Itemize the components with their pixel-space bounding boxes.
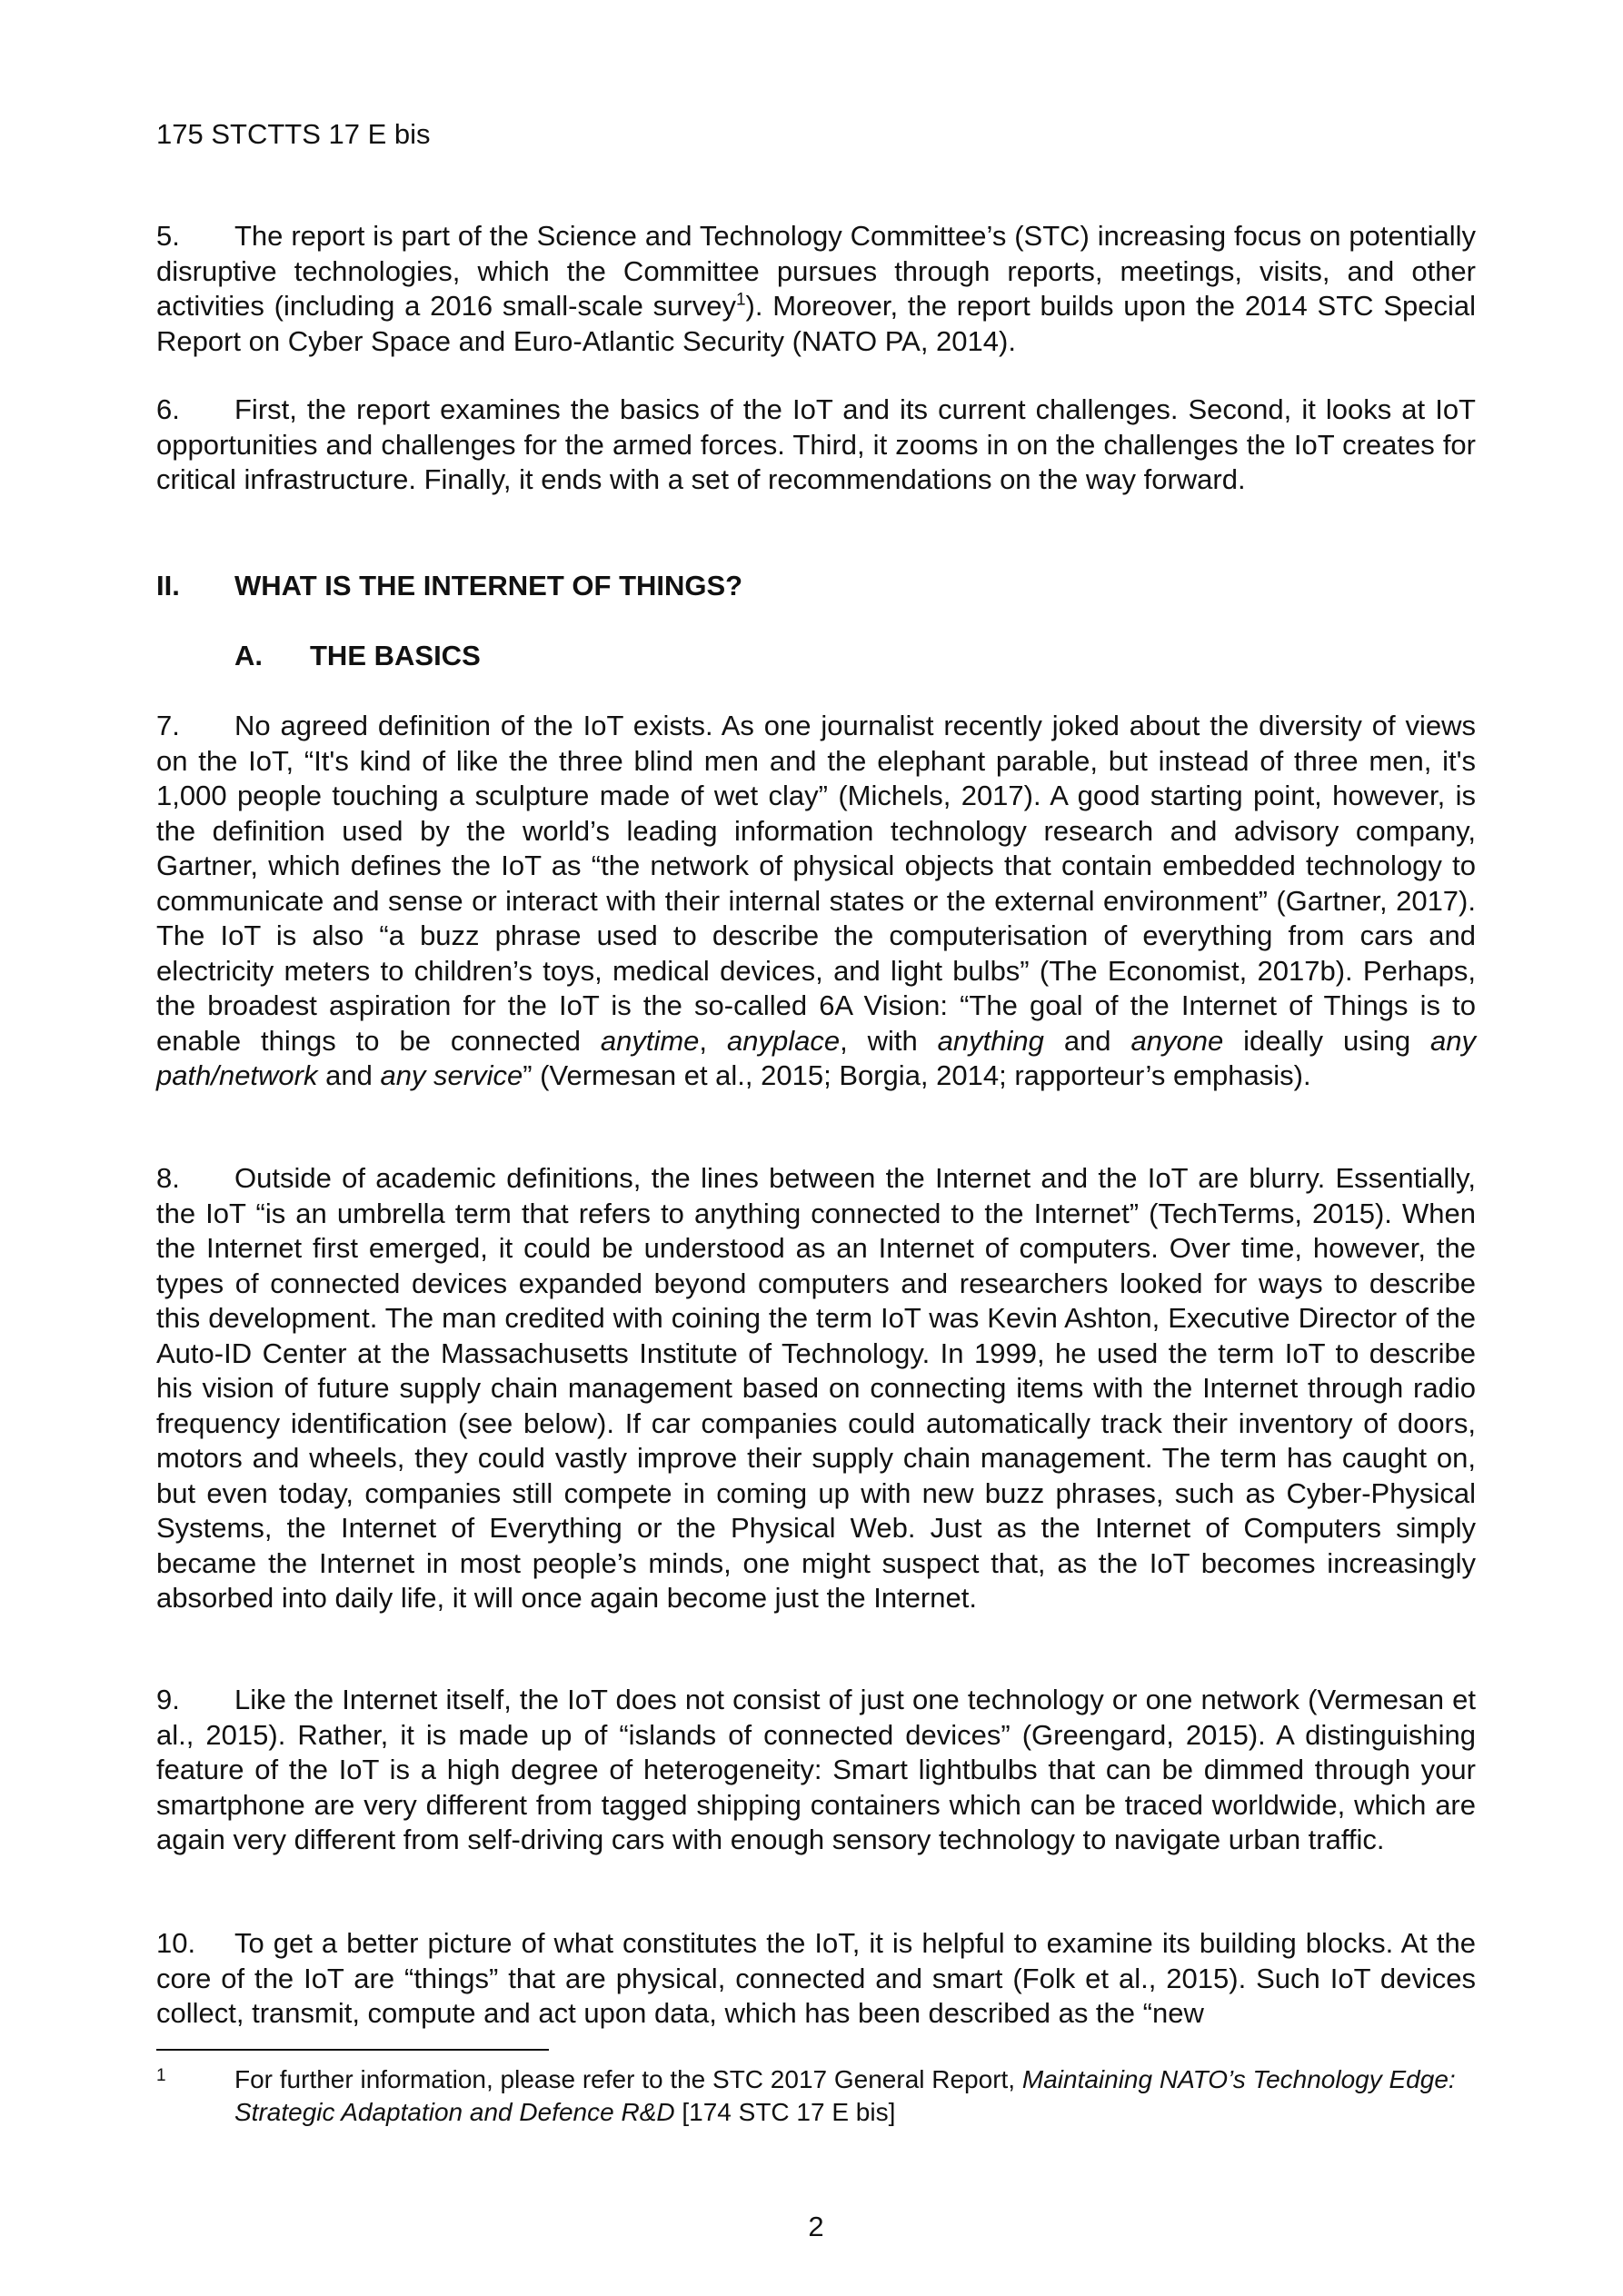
footnote-text-part: For further information, please refer to the STC 2017 General Report, <box>234 2065 1022 2093</box>
section-heading <box>156 570 742 602</box>
paragraph-number: 5. <box>156 220 180 252</box>
subsection-heading <box>234 640 481 672</box>
paragraph-5 <box>156 219 1476 359</box>
paragraph-text: No agreed definition of the IoT exists. As one journalist recently joked about the diversity of views on the IoT, “It's kind of like the three blind men and the elephant parable, but instead of three men, it's 1,000 people touching a sculpture made of wet clay” (Michels, 2017). A good starting point, however, is the definition used by the world’s leading information technology research and advisory company, Gartner, which defines the IoT as “the network of physical objects that contain embedded technology to communicate and sense or interact with their internal states or the external environment” (Gartner, 2017). The IoT is also “a buzz phrase used to describe the computerisation of everything from cars and electricity meters to children’s toys, medical devices, and light bulbs” (The Economist, 2017b). Perhaps, the broadest aspiration for the IoT is the so-called 6A Vision: “The goal of the Internet of Things is to enable things to be connected <box>156 710 1476 1057</box>
paragraph-9 <box>156 1683 1476 1858</box>
page-number: 2 <box>808 2211 824 2242</box>
footnote-text-part: [174 STC 17 E bis] <box>674 2098 896 2126</box>
paragraph-text: Outside of academic definitions, the lines between the Internet and the IoT are blurry. Essentially, the IoT “is an umbrella term that refers to anything connected to the Internet” (TechTerms, 2015). When the Internet first emerged, it could be understood as an Internet of computers. Over time, however, the types of connected devices expanded beyond computers and researchers looked for ways to describe this development. The man credited with coining the term IoT was Kevin Ashton, Executive Director of the Auto-ID Center at the Massachusetts Institute of Technology. In 1999, he used the term IoT to describe his vision of future supply chain management based on connecting items with the Internet through radio frequency identification (see below). If car companies could automatically track their inventory of doors, motors and wheels, they could vastly improve their supply chain management. The term has caught on, but even today, companies still compete in coming up with new buzz phrases, such as Cyber-Physical Systems, the Internet of Everything or the Physical Web. Just as the Internet of Computers simply became the Internet in most people’s minds, one might suspect that, as the IoT becomes increasingly absorbed into daily life, it will once again become just the Internet. <box>156 1162 1476 1614</box>
paragraph-text: Like the Internet itself, the IoT does not consist of just one technology or one network (Vermesan et al., 2015). Rather, it is made up of “islands of connected devices” (Greengard, 2015). A distinguishing feature of the IoT is a high degree of heterogeneity: Smart lightbulbs that can be dimmed through your smartphone are very different from tagged shipping containers which can be traced worldwide, which are again very different from self-driving cars with enough sensory technology to navigate urban traffic. <box>156 1684 1476 1855</box>
paragraph-text: and <box>1043 1024 1131 1057</box>
paragraph-number: 7. <box>156 710 180 741</box>
footnote-text <box>234 2063 1476 2129</box>
document-reference: 175 STCTTS 17 E bis <box>156 118 431 150</box>
subsection-number: A. <box>234 640 263 671</box>
paragraph-text: ideally using <box>1223 1024 1430 1057</box>
footnote <box>156 2063 1476 2129</box>
paragraph-number: 10. <box>156 1927 196 1959</box>
paragraph-text: ” (Vermesan et al., 2015; Borgia, 2014; rapporteur’s emphasis). <box>523 1059 1311 1091</box>
footnote-separator <box>156 2049 549 2051</box>
paragraph-text: ). Moreover, the report builds upon the 2014 STC Special Report on Cyber Space and Euro-Atlantic Security (NATO PA, 2014). <box>156 290 1476 357</box>
footnote-report-title: Maintaining NATO’s Technology Edge: Strategic Adaptation and Defence R&D <box>234 2065 1456 2126</box>
paragraph-text: First, the report examines the basics of the IoT and its current challenges. Second, it looks at IoT opportunities and challenges for the armed forces. Third, it zooms in on the challenges the IoT creates for critical infrastructure. Finally, it ends with a set of recommendations on the way forward. <box>156 393 1476 495</box>
paragraph-text: To get a better picture of what constitutes the IoT, it is helpful to examine its building blocks. At the core of the IoT are “things” that are physical, connected and smart (Folk et al., 2015). Such IoT devices collect, transmit, compute and act upon data, which has been described as the “new <box>156 1927 1476 2029</box>
paragraph-number: 6. <box>156 393 180 425</box>
paragraph-text: The report is part of the Science and Technology Committee’s (STC) increasing focus on potentially disruptive technologies, which the Committee pursues through reports, meetings, visits, and other activities (including a 2016 small-scale survey <box>156 220 1476 322</box>
section-title: WHAT IS THE INTERNET OF THINGS? <box>234 570 743 601</box>
section-number: II. <box>156 570 180 601</box>
paragraph-7 <box>156 709 1476 1094</box>
paragraph-text: , <box>699 1024 727 1057</box>
subsection-title: THE BASICS <box>310 640 481 671</box>
emphasis-text: any path/network <box>156 1024 1476 1091</box>
emphasis-text: anything <box>937 1024 1044 1057</box>
emphasis-text: anyplace <box>726 1024 841 1057</box>
paragraph-number: 9. <box>156 1684 180 1715</box>
paragraph-text: and <box>317 1059 381 1091</box>
footnote-mark: 1 <box>156 2066 166 2085</box>
paragraph-text: , with <box>840 1024 938 1057</box>
footnote-reference[interactable]: 1 <box>735 290 746 310</box>
paragraph-6 <box>156 393 1476 498</box>
emphasis-text: anytime <box>600 1024 700 1057</box>
emphasis-text: any service <box>380 1059 523 1091</box>
emphasis-text: anyone <box>1130 1024 1224 1057</box>
paragraph-8 <box>156 1161 1476 1616</box>
paragraph-10 <box>156 1926 1476 2032</box>
paragraph-number: 8. <box>156 1162 180 1194</box>
